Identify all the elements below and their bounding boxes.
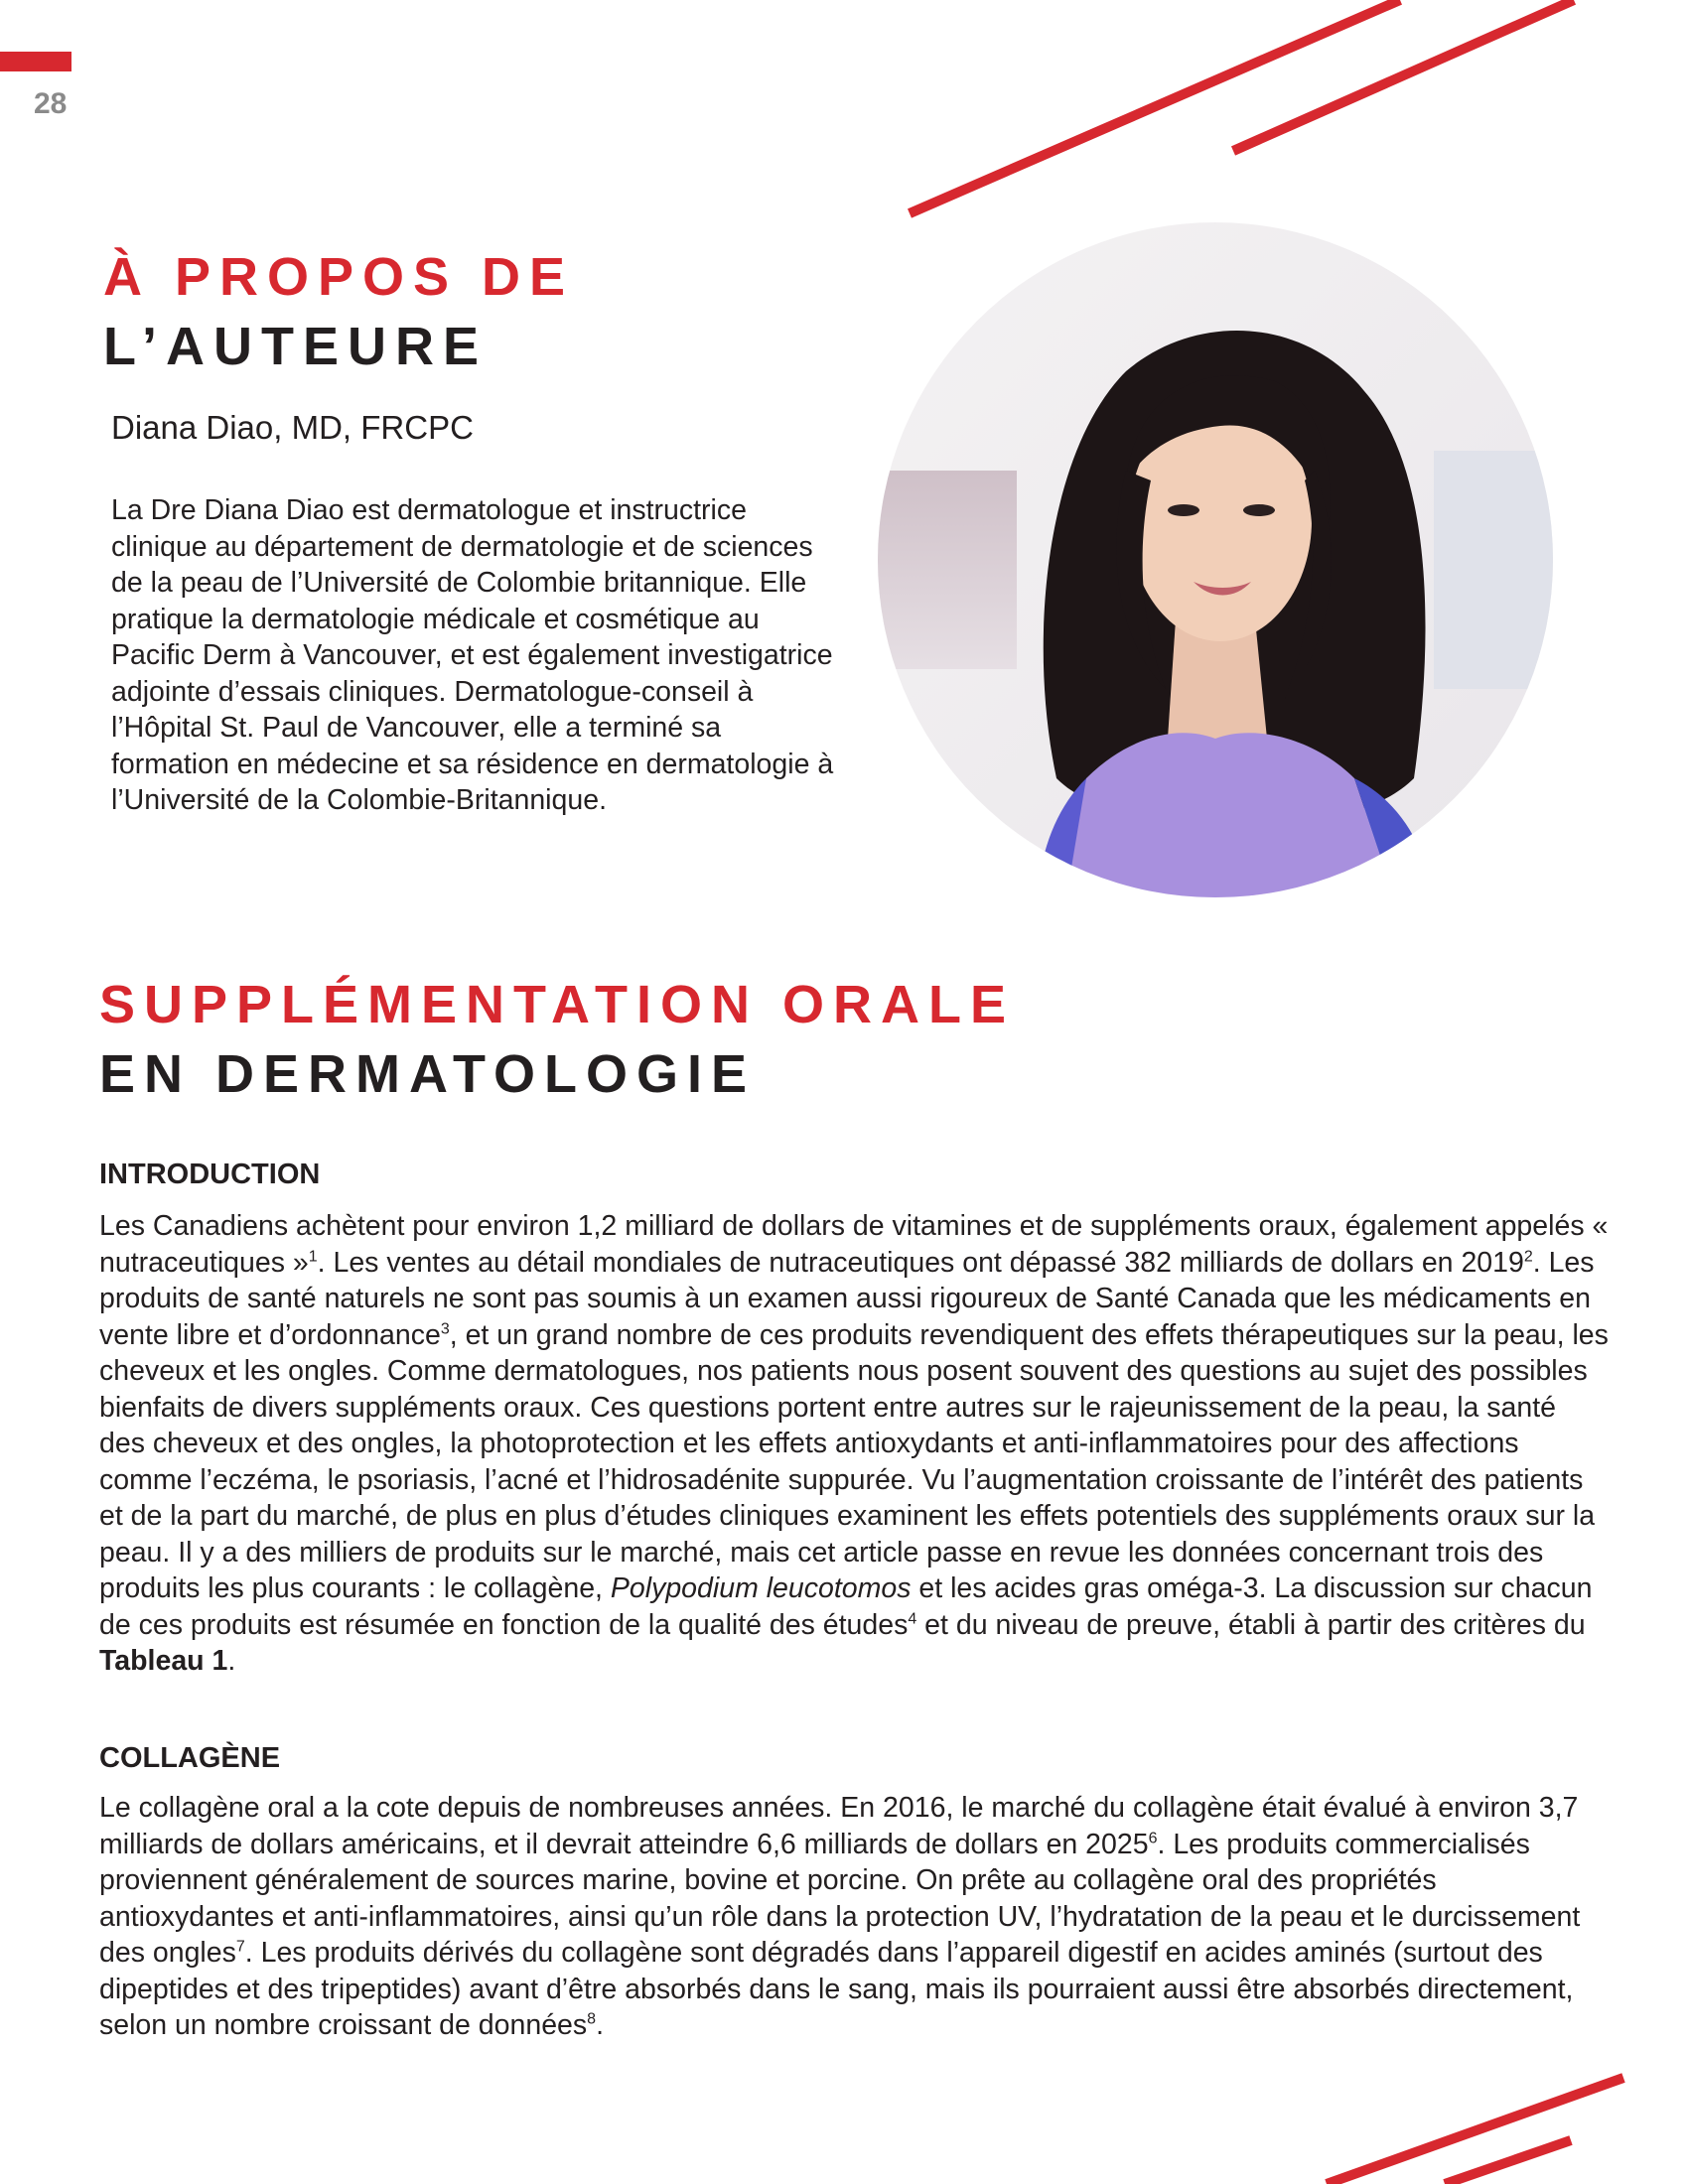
ref-3: 3 [440,1320,450,1337]
author-title-line1: À PROPOS DE [103,247,575,307]
article-title-line1: SUPPLÉMENTATION ORALE [99,975,1016,1034]
ref-6: 6 [1148,1830,1158,1846]
ref-1: 1 [308,1248,318,1265]
author-section-title [103,242,574,381]
ref-8: 8 [587,2010,597,2028]
collagen-heading: COLLAGÈNE [99,1742,281,1774]
bottom-stripe-short [1445,2140,1571,2184]
ref-4: 4 [908,1610,917,1627]
author-title-line2: L’AUTEURE [103,317,489,376]
ref-7: 7 [235,1938,245,1956]
page-number: 28 [34,87,68,120]
article-title-line2: EN DERMATOLOGIE [99,1044,757,1104]
author-name: Diana Diao, MD, FRCPC [111,409,474,446]
intro-paragraph: Les Canadiens achètent pour environ 1,2 milliard de dollars de vitamines et de suppléments oraux, également appelés « nutraceutiques »$^1$. Les ventes au détail mondiales de nutraceutiques ont dépassé 382 milliards de dollars en 2019$^2$. Les produits de santé naturels ne sont pas soumis à un examen aussi rigoureux de Santé Canada que les médicaments en vente libre et d’ordonnance$^3$, et un grand nombre de ces produits revendiquent des effets thérapeutiques sur la peau, les cheveux et les ongles. Comme dermatologues, nos patients nous posent souvent des questions au sujet des possibles bienfaits de divers suppléments oraux. Ces questions portent entre autres sur le rajeunissement de la peau, la santé des cheveux et des ongles, la photoprotection et les effets antioxydants et anti-inflammatoires pour des affections comme l’eczéma, le psoriasis, l’acné et l’hidrosadénite suppurée. Vu l’augmentation croissante de l’intérêt des patients et de la part du marché, de plus en plus d’études cliniques examinent les effets potentiels des suppléments oraux sur la peau. Il y a des milliers de produits sur le marché, mais cet article passe en revue les données concernant trois des produits les plus courants : le collagène, Polypodium leucotomos et les acides gras oméga-3. La discussion sur chacun de ces produits est résumée en fonction de la qualité des études$^4$ et du niveau de preuve, établi à partir des critères du Tableau 1. [99,1210,1609,1677]
top-stripe-short [1233,0,1574,151]
ref-2: 2 [1523,1248,1533,1265]
author-portrait [878,222,1553,897]
intro-heading: INTRODUCTION [99,1159,321,1190]
author-bio: La Dre Diana Diao est dermatologue et instructrice clinique au département de dermatologie et de sciences de la peau de l’Université de Colombie britannique. Elle pratique la dermatologie médicale et cosmétique au Pacific Derm à Vancouver, et est également investigatrice adjointe d’essais cliniques. Dermatologue-conseil à l’Hôpital St. Paul de Vancouver, elle a terminé sa formation en médecine et sa résidence en dermatologie à l’Université de la Colombie-Britannique. [111,494,834,816]
portrait-illustration [878,222,1553,897]
article-title [99,970,1015,1109]
table-1-reference: Tableau 1 [99,1645,228,1677]
collagen-paragraph: Le collagène oral a la cote depuis de nombreuses années. En 2016, le marché du collagène était évalué à environ 3,7 milliards de dollars américains, et il devrait atteindre 6,6 milliards de dollars en 2025$^6$. Les produits commercialisés proviennent généralement de sources marine, bovine et porcine. On prête au collagène oral des propriétés antioxydantes et anti-inflammatoires, ainsi qu’un rôle dans la protection UV, l’hydratation de la peau et le durcissement des ongles$^7$. Les produits dérivés du collagène sont dégradés dans l’appareil digestif en acides aminés (surtout des dipeptides et des tripeptides) avant d’être absorbés dans le sang, mais ils pourraient aussi être absorbés directement, selon un nombre croissant de données$^8$. [99,1792,1581,2041]
bottom-stripe-long [1327,2078,1623,2184]
species-name: Polypodium leucotomos [610,1572,912,1604]
